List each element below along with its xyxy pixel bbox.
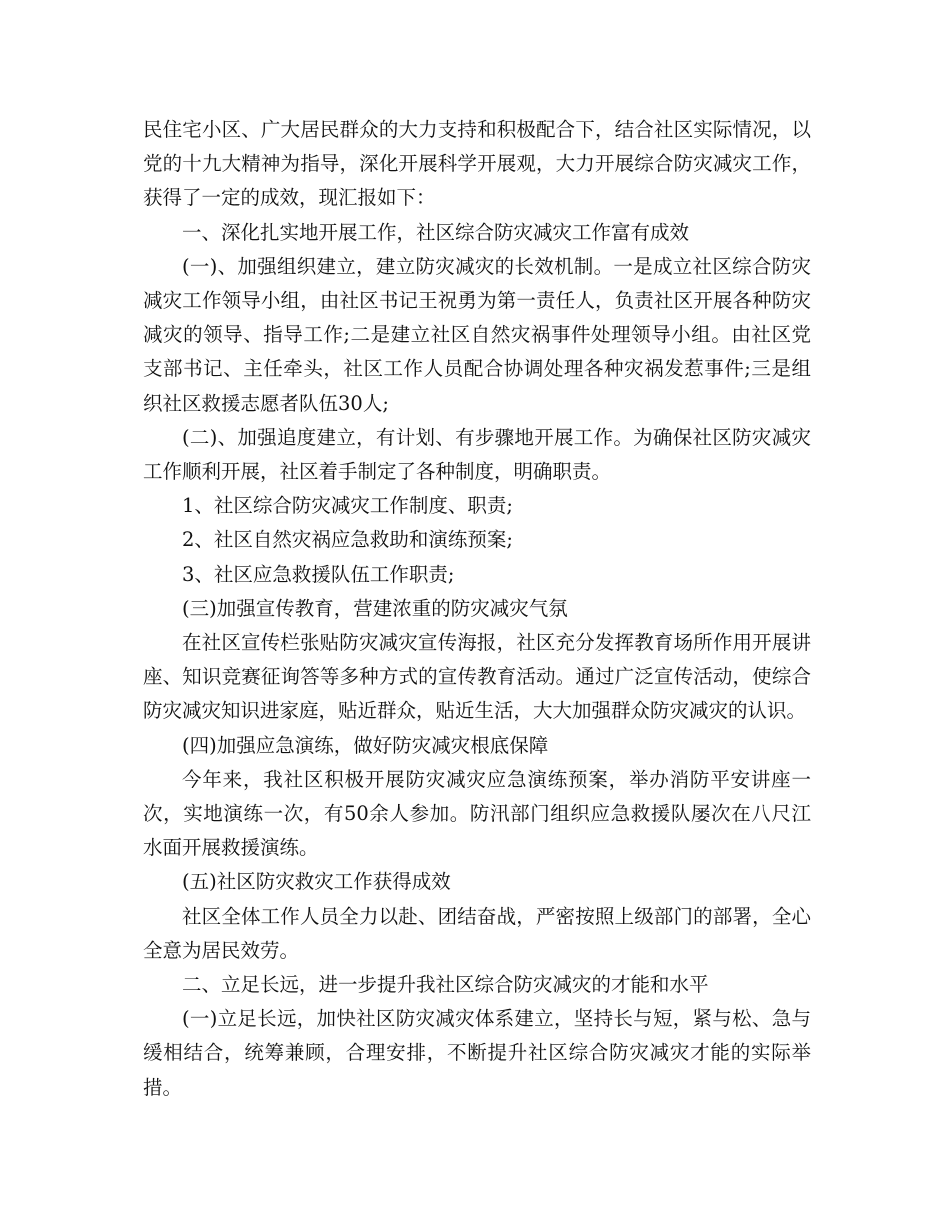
- paragraph-organization: (一)、加强组织建立，建立防灾减灾的长效机制。一是成立社区综合防灾减灾工作领导小组，由社区书记王祝勇为第一责任人，负责社区开展各种防灾减灾的领导、指导工作;二是建立社区自然灾祸事件处理领导小组。由社区党支部书记、主任牵头，社区工作人员配合协调处理各种灾祸发惹事件;三是组织社区救援志愿者队伍30人;: [143, 254, 811, 415]
- subheading-publicity: (三)加强宣传教育，营建浓重的防灾减灾气氛: [182, 596, 568, 620]
- paragraph-long-term: (一)立足长远，加快社区防灾减灾体系建立，坚持长与短，紧与松、急与缓相结合，统筹兼顾，合理安排，不断提升社区综合防灾减灾才能的实际举措。: [143, 1007, 811, 1099]
- section-heading-2: 二、立足长远，进一步提升我社区综合防灾减灾的才能和水平: [182, 973, 709, 997]
- paragraph-publicity: 在社区宣传栏张贴防灾减灾宣传海报，社区充分发挥教育场所作用开展讲座、知识竞赛征询答等多种方式的宣传教育活动。通过广泛宣传活动，使综合防灾减灾知识进家庭，贴近群众，贴近生活，大大加强群众防灾减灾的认识。: [143, 631, 811, 723]
- paragraph-results: 社区全体工作人员全力以赴、团结奋战，严密按照上级部门的部署，全心全意为居民效劳。: [143, 904, 811, 962]
- document-body: [143, 113, 811, 1105]
- subheading-drills: (四)加强应急演练，做好防灾减灾根底保障: [182, 733, 549, 757]
- paragraph-drills: 今年来，我社区积极开展防灾减灾应急演练预案，举办消防平安讲座一次，实地演练一次，有50余人参加。防汛部门组织应急救援队屡次在八尺江水面开展救援演练。: [143, 767, 811, 860]
- section-heading-1: 一、深化扎实地开展工作，社区综合防灾减灾工作富有成效: [182, 220, 690, 244]
- list-item-2: 2、社区自然灾祸应急救助和演练预案;: [182, 528, 513, 552]
- list-item-1: 1、社区综合防灾减灾工作制度、职责;: [182, 494, 513, 518]
- paragraph-system: (二)、加强追度建立，有计划、有步骤地开展工作。为确保社区防灾减灾工作顺利开展，社区着手制定了各种制度，明确职责。: [143, 425, 811, 484]
- paragraph-intro-continuation: 民住宅小区、广大居民群众的大力支持和积极配合下，结合社区实际情况，以党的十九大精神为指导，深化开展科学开展观，大力开展综合防灾减灾工作，获得了一定的成效，现汇报如下：: [143, 118, 811, 210]
- list-item-3: 3、社区应急救援队伍工作职责;: [182, 562, 455, 586]
- subheading-results: (五)社区防灾救灾工作获得成效: [182, 870, 451, 894]
